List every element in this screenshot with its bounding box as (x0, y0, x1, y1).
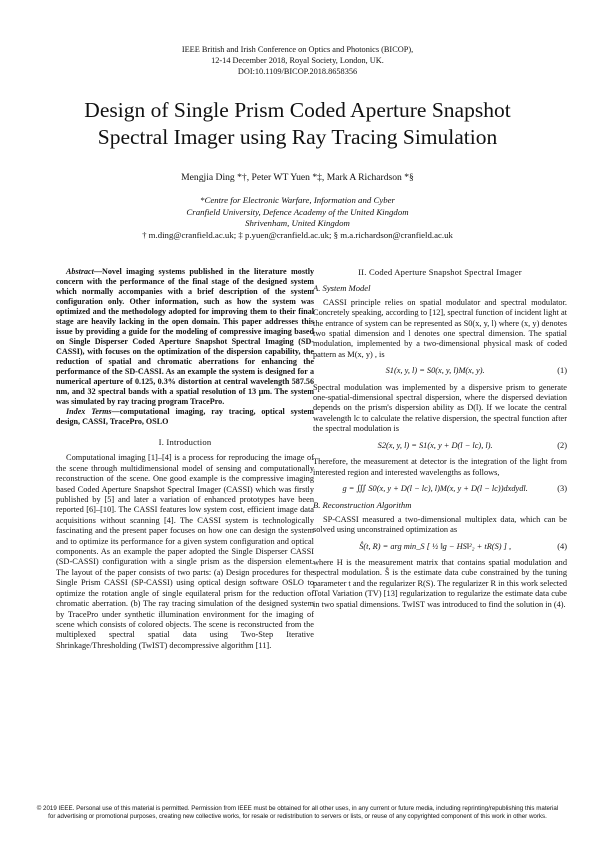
conference-line-1: IEEE British and Irish Conference on Optics and Photonics (BICOP), (181, 45, 414, 54)
conference-line-2: 12-14 December 2018, Royal Society, London, UK. (211, 56, 384, 65)
affiliation-line-1: *Centre for Electronic Warfare, Information and Cyber (200, 195, 395, 205)
section-heading-introduction: I. Introduction (158, 437, 212, 447)
right-column (313, 267, 567, 610)
equation-2 (313, 441, 567, 451)
author-emails: † m.ding@cranfield.ac.uk; ‡ p.yuen@cranfield.ac.uk; § m.a.richardson@cranfield.ac.uk (142, 229, 453, 240)
title-line-2: Spectral Imager using Ray Tracing Simulation (97, 125, 498, 149)
equation-3-body: g = ∭ S0(x, y + D(l − lc), l)M(x, y + D(l − lc))dxdydl. (342, 483, 528, 493)
equation-3 (313, 484, 567, 494)
copyright-line-1: © 2019 IEEE. Personal use of this material is permitted. Permission from IEEE must be obtained for all other uses, in any current or future media, including reprinting/republishing this material (36, 805, 559, 812)
doi-line: DOI:10.1109/BICOP.2018.8658356 (237, 67, 358, 76)
index-terms (56, 407, 314, 427)
affiliation-block (0, 195, 595, 241)
equation-4 (313, 542, 567, 552)
index-terms-text: —computational imaging, ray tracing, optical system design, CASSI, TracePro, OSLO (56, 407, 314, 426)
copyright-footer (30, 805, 565, 822)
equation-4-body: Ŝ(t, R) = arg min_S [ ½ ‖g − HS‖²₂ + tR(S) ] , (359, 541, 512, 551)
equation-1-number: (1) (557, 366, 567, 376)
section-heading-cassi: II. Coded Aperture Snapshot Spectral Imager (358, 267, 522, 277)
system-model-paragraph-2: Spectral modulation was implemented by a dispersive prism to generate one-spatial-dimensional spectral dispersion, where the dispersed deviation depends on the prism's dispersion ability as D(l). If we locate the central wavelength lc to calculate the relative dispersion, the spectral function after the spectral modulation is (313, 382, 567, 434)
index-terms-label: Index Terms (66, 407, 112, 416)
reconstruction-paragraph-1: SP-CASSI measured a two-dimensional multiplex data, which can be solved using unconstrained optimization as (313, 514, 567, 535)
abstract-text: —Novel imaging systems published in the literature mostly concern with the performance of the final stage of the designed system which normally accompanies with a brief description of the system configuration only. Other information, such as how the system was optimized and the methodology adopted for improving them to their final stage are heavily lacking in the open domain. This paper addresses this issue by providing a guide for the modeling of compressive imaging based on Single Disperser Coded Aperture Snapshot Spectral Imaging (SD-CASSI), with focuses on the optimization of the dispersion capability, the reduction of spatial and chromatic aberrations for enhancing the performance of the SD-CASSI. As an example the system is designed for a numerical aperture of 0.125, 0.3% distortion at central wavelength 587.56 nm, and 32 spectral bands with a spatial resolution of 13 μm. The system was simulated by ray tracing program TracePro. (56, 267, 314, 406)
subsection-system-model: A. System Model (313, 283, 371, 294)
introduction-paragraph: Computational imaging [1]–[4] is a process for reproducing the image of the scene through multidimensional model of sensing and computationally reconstruction of the scene. One good example is the compressive imaging based Coded Aperture Snapshot Spectral Imager (CASSI) which was firstly published by [5] and later a variation of enhanced prototypes have been reported [6]–[10]. The CASSI features low system cost, efficient image data acquisitions without scanning [4]. The CASSI system is technologically fascinating and the present paper focuses on how one can design the system and to optimize its performance for a given system configuration and optical components. As an example the paper adopted the Single Disperser CASSI (SD-CASSI) configuration with a single prism as the dispersion element. The layout of the paper consists of two parts: (a) Design procedures for the Single Prism CASSI (SP-CASSI) using optical design software OSLO to optimize the rotation angle of single equilateral prism for the reduction of chromatic aberration. (b) The ray tracing simulation of the designed system by TracePro under synthetic illumination environment for the imaging of scene which consists of colored objects. The scene is reconstructed from the multiplexed spectral spatial data using Two-Step Iterative Shrinkage/Thresholding (TwIST) decompressive algorithm [11]. (56, 453, 314, 650)
paper-title (20, 97, 575, 151)
system-model-paragraph-1: CASSI principle relies on spatial modulator and spectral modulator. Concretely speaking, according to [12], spectral function of incident light at the entrance of system can be represented as S0(x, y, l) where (x, y) denotes two spatial dimension and l denotes one spectral dimension. The spatial modulation, implemented by a two-dimensional physical mask of coded pattern as M(x, y) , is (313, 297, 567, 359)
title-line-1: Design of Single Prism Coded Aperture Snapshot (84, 98, 511, 122)
left-column (56, 267, 314, 651)
equation-1-body: S1(x, y, l) = S0(x, y, l)M(x, y). (385, 366, 485, 376)
conference-header (0, 44, 595, 77)
affiliation-line-2: Cranfield University, Defence Academy of the United Kingdom (186, 206, 409, 217)
abstract (56, 267, 314, 407)
equation-4-number: (4) (557, 541, 567, 551)
system-model-paragraph-3: Therefore, the measurement at detector is the integration of the light from interested region and interested wavelengths as follows, (313, 457, 567, 477)
equation-2-number: (2) (557, 440, 567, 450)
equation-2-body: S2(x, y, l) = S1(x, y + D(l − lc), l). (377, 440, 493, 450)
equation-3-number: (3) (557, 483, 567, 493)
subsection-reconstruction: B. Reconstruction Algorithm (313, 500, 412, 511)
reconstruction-paragraph-2: where H is the measurement matrix that contains spatial modulation and spectral modulation. Ŝ is the estimate data cube constrained by the tuning parameter t and the regularizer R(S). The regularizer R in this work selected Total Variation (TV) [13] regularization to regularize the estimate data cube in two spatial dimensions. TwIST was introduced to find the solution in (4). (313, 557, 567, 609)
copyright-line-2: for advertising or promotional purposes, creating new collective works, for resale or redistribution to servers or lists, or reuse of any copyrighted component of this work in other works. (48, 813, 547, 821)
equation-1 (313, 366, 567, 376)
affiliation-line-3: Shrivenham, United Kingdom (245, 218, 350, 229)
author-list: Mengjia Ding *†, Peter WT Yuen *‡, Mark A Richardson *§ (181, 172, 414, 183)
abstract-label: Abstract (66, 267, 94, 276)
